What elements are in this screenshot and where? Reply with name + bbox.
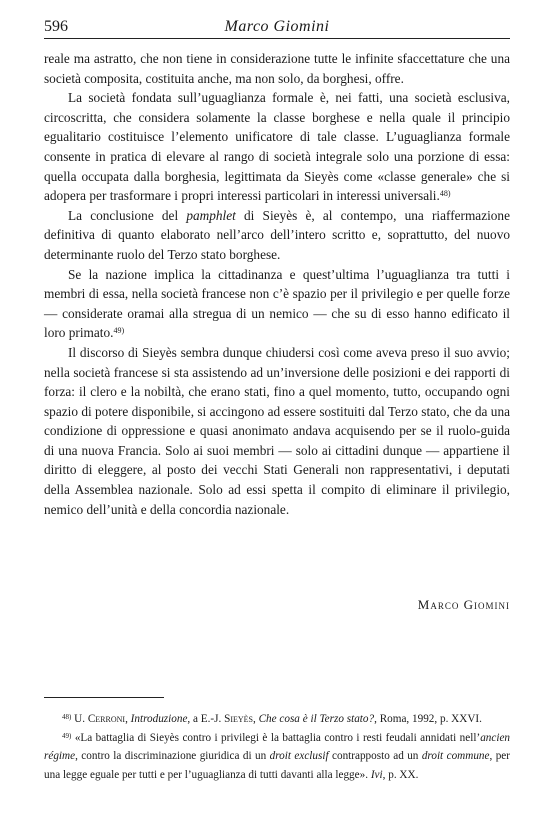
- footnote-rule: [44, 697, 164, 698]
- header-rule: [44, 38, 510, 39]
- running-title: Marco Giomini: [224, 18, 330, 35]
- footnote-49-mark: 49): [62, 731, 72, 740]
- footnote-48: $^{48)}$ U. Cerroni, Introduzione, a E.-J. Sieyès, Che cosa è il Terzo stato?, Roma, 1992, p. XXVI.: [62, 713, 482, 725]
- paragraph-1-text: reale ma astratto, che non tiene in considerazione tutte le infinite sfaccettature che una società composita, costituita anche, ma non solo, da borghesi, offre.: [44, 51, 510, 86]
- footnote-49-i: , p. XX.: [382, 768, 419, 781]
- footnote-49-g: , per una legge eguale per tutti e per l’uguaglianza di tutti davanti alla legge».: [44, 750, 510, 781]
- paragraph-3-text-b: di Sieyès è, al contempo, una riaffermazione definitiva di quanto elaborato nell’arco dell’intero scritto e, soprattutto, del nuovo determinante ruolo del Terzo stato borghese.: [44, 207, 510, 262]
- footnote-49-h: Ivi: [370, 768, 383, 781]
- footnote-49-b: ancien régime: [44, 731, 511, 762]
- page-header: [44, 12, 510, 38]
- footnote-48-author2: Sieyès: [224, 713, 253, 725]
- footnote-49-e: contrapposto ad un: [328, 750, 422, 762]
- paragraph-2: [44, 88, 510, 206]
- paragraph-4-text: Se la nazione implica la cittadinanza e quest’ultima l’uguaglianza tra tutti i membri di essa, nella società francese non c’è spazio per il privilegio e per quelle forze — considerate oramai alla stregua di un nemico — che su di esso hanno edificato il loro primato.: [44, 266, 510, 341]
- footnote-48-mark: 48): [62, 713, 72, 721]
- paragraph-5-text: Il discorso di Sieyès sembra dunque chiudersi così come aveva preso il suo avvio; nella società francese si sta assistendo ad un’inversione delle posizioni e dei rapporti di forza: il clero e la nobiltà, che erano stati, fino a quel momento, tutto, occupando ogni spazio di potere disponibile, si accingono ad essere sostituiti dal Terzo stato, che da una condizione di oppressione e quasi anonimato andava acquisendo per se il ruolo-guida di una nuova Francia. Solo ai suoi membri — solo ai cittadini dunque — appartiene il diritto di eleggere, al posto dei vecchi Stati Generali non rappresentativi, i deputati della Assemblea nazionale. Solo ad essi spetta il compito di eliminare il privilegio, nemico dell’unità e della concordia nazionale.: [44, 344, 510, 517]
- paragraph-1: [44, 49, 510, 88]
- author-signature: Marco Giomini: [417, 597, 510, 612]
- footnote-49-f: droit commune: [421, 750, 490, 762]
- page-number: 596: [44, 18, 68, 35]
- footnote-48-title2: Che cosa è il Terzo stato?: [258, 713, 375, 725]
- footnote-ref-48[interactable]: 48): [439, 189, 451, 199]
- paragraph-3: [44, 206, 510, 265]
- footnote-49-c: , contro la discriminazione giuridica di un: [75, 750, 270, 762]
- footnote-48-author: U. Cerroni: [74, 713, 126, 725]
- paragraph-3-text-a: La conclusione del: [68, 207, 187, 223]
- footnote-49-d: droit exclusif: [269, 750, 329, 762]
- body-text: [44, 49, 510, 519]
- footnotes: [44, 710, 510, 784]
- paragraph-2-text: La società fondata sull’uguaglianza formale è, nei fatti, una società esclusiva, circoscritta, che considera solamente la classe borghese e nella quale il principio egualitario costituisce l’elemento unificatore di tale classe. L’uguaglianza formale consente in pratica di elevare al rango di società integrale solo una porzione di essa: quella occupata dalla borghesia, legittimata da Sieyès come «classe generale» che si adopera per trasformare i propri interessi particolari in interessi universali.: [44, 90, 510, 204]
- footnote-48-mid: , a E.-J.: [187, 713, 225, 725]
- paragraph-5: [44, 343, 510, 519]
- footnote-49: [44, 729, 510, 785]
- paragraph-3-italic: pamphlet: [186, 207, 236, 223]
- footnote-ref-49[interactable]: 49): [113, 326, 125, 336]
- paragraph-4: [44, 265, 510, 343]
- footnote-49-a: «La battaglia di Sieyès contro i privilegi è la battaglia contro i resti feudali annidati nell’: [74, 731, 481, 744]
- footnote-48-title: Introduzione: [130, 713, 188, 725]
- footnote-48-rest: , Roma, 1992, p. XXVI.: [374, 713, 482, 725]
